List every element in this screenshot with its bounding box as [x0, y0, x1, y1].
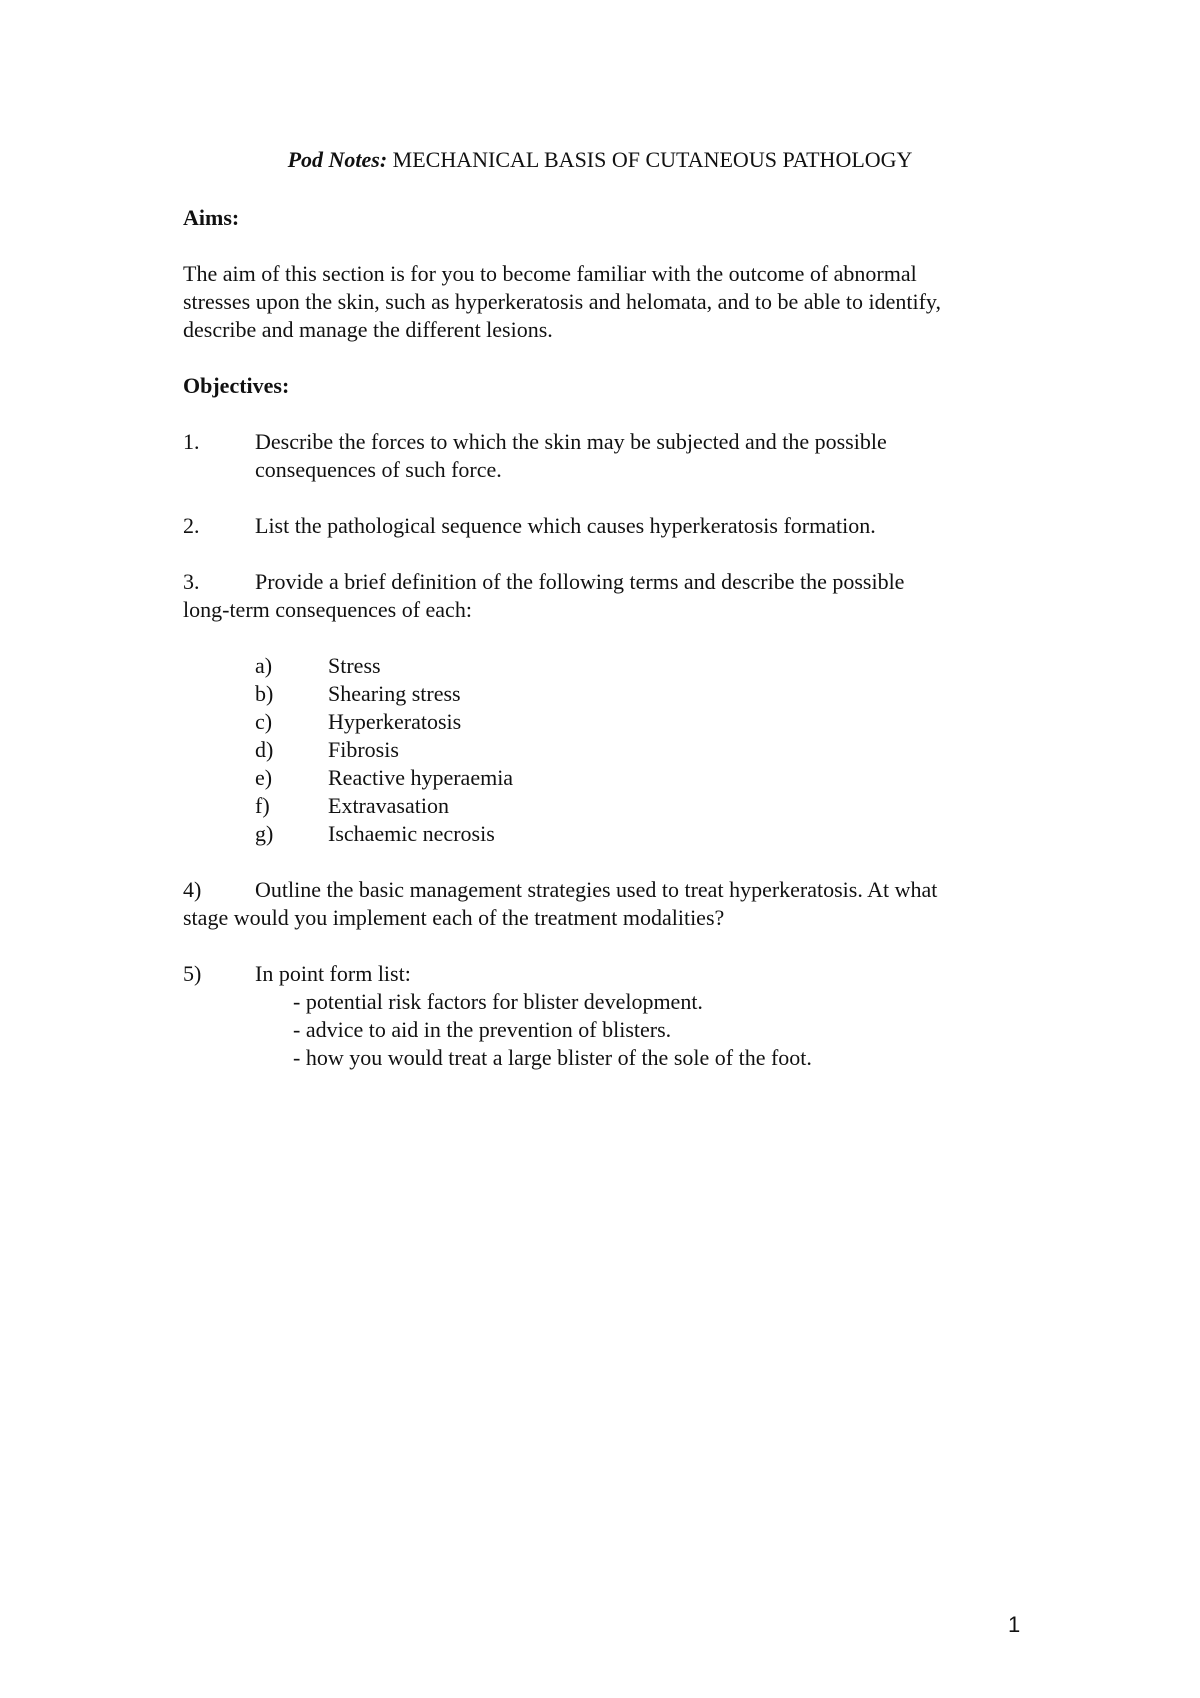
title-italic: Pod Notes: [287, 147, 388, 172]
objective-5-line: In point form list: [255, 961, 411, 986]
page-number: 1 [1008, 1612, 1021, 1637]
term-letter: a) [255, 653, 273, 678]
aims-line-3: describe and manage the different lesions. [183, 317, 553, 342]
objective-3-line-1: Provide a brief definition of the following terms and describe the possible [255, 569, 905, 594]
objective-1-line-2: consequences of such force. [255, 457, 502, 482]
term-letter: g) [255, 821, 274, 846]
objective-4-line-2: stage would you implement each of the treatment modalities? [183, 905, 725, 930]
objective-3-line-2: long-term consequences of each: [183, 597, 472, 622]
point-item: - potential risk factors for blister development. [293, 989, 703, 1014]
term-text: Shearing stress [328, 681, 461, 706]
objective-2-number: 2. [183, 513, 200, 538]
term-letter: c) [255, 709, 273, 734]
term-letter: e) [255, 765, 273, 790]
term-text: Fibrosis [328, 737, 399, 762]
aims-line-1: The aim of this section is for you to become familiar with the outcome of abnormal [183, 261, 917, 286]
term-letter: b) [255, 681, 274, 706]
aims-line-2: stresses upon the skin, such as hyperkeratosis and helomata, and to be able to identify, [183, 289, 942, 314]
point-item: - how you would treat a large blister of the sole of the foot. [293, 1045, 812, 1070]
document-title [0, 146, 1200, 174]
point-item: - advice to aid in the prevention of blisters. [293, 1017, 672, 1042]
objective-4-line-1: Outline the basic management strategies used to treat hyperkeratosis. At what [255, 877, 938, 902]
objective-1-line-1: Describe the forces to which the skin may be subjected and the possible [255, 429, 887, 454]
title-main: MECHANICAL BASIS OF CUTANEOUS PATHOLOGY [387, 147, 913, 172]
term-text: Stress [328, 653, 381, 678]
objective-2-line: List the pathological sequence which causes hyperkeratosis formation. [255, 513, 876, 538]
term-letter: f) [255, 793, 270, 818]
term-text: Ischaemic necrosis [328, 821, 495, 846]
term-text: Extravasation [328, 793, 449, 818]
objective-4-number: 4) [183, 877, 202, 902]
term-text: Hyperkeratosis [328, 709, 462, 734]
aims-heading: Aims: [183, 205, 240, 230]
objective-5-number: 5) [183, 961, 202, 986]
objectives-heading: Objectives: [183, 373, 290, 398]
term-text: Reactive hyperaemia [328, 765, 514, 790]
objective-3-number: 3. [183, 569, 200, 594]
objective-1-number: 1. [183, 429, 200, 454]
term-letter: d) [255, 737, 274, 762]
